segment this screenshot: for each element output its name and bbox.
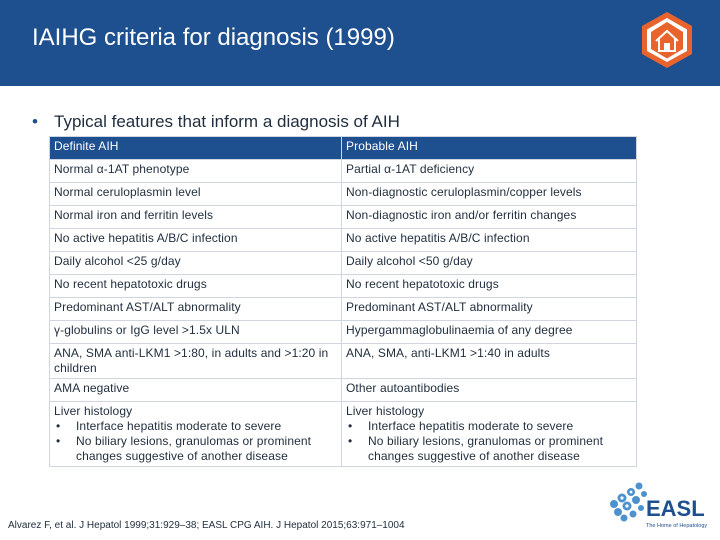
slide-title: IAIHG criteria for diagnosis (1999) bbox=[32, 24, 395, 51]
logo-text: EASL bbox=[646, 496, 705, 521]
list-item: • Interface hepatitis moderate to severe bbox=[368, 419, 632, 434]
histology-list bbox=[346, 419, 632, 464]
criteria-table bbox=[49, 136, 637, 467]
histology-list bbox=[54, 419, 337, 464]
definite-cell: ANA, SMA anti-LKM1 >1:80, in adults and >1:20 in children bbox=[50, 344, 342, 379]
table-row bbox=[50, 379, 637, 402]
easl-logo bbox=[604, 474, 712, 530]
table-row bbox=[50, 298, 637, 321]
probable-cell: No recent hepatotoxic drugs bbox=[342, 275, 637, 298]
probable-histology-cell bbox=[342, 402, 637, 467]
table-row bbox=[50, 206, 637, 229]
probable-cell: Partial α-1AT deficiency bbox=[342, 160, 637, 183]
table-row bbox=[50, 160, 637, 183]
table-row bbox=[50, 344, 637, 379]
definite-cell: Predominant AST/ALT abnormality bbox=[50, 298, 342, 321]
table-header-row bbox=[50, 137, 637, 160]
definite-cell: Normal ceruloplasmin level bbox=[50, 183, 342, 206]
footnote-reference: Alvarez F, et al. J Hepatol 1999;31:929–38; EASL CPG AIH. J Hepatol 2015;63:971–1004 bbox=[8, 520, 405, 531]
definite-histology-cell bbox=[50, 402, 342, 467]
definite-cell: Normal iron and ferritin levels bbox=[50, 206, 342, 229]
histology-heading: Liver histology bbox=[54, 404, 133, 418]
probable-cell: ANA, SMA, anti-LKM1 >1:40 in adults bbox=[342, 344, 637, 379]
table-row bbox=[50, 321, 637, 344]
slide-header bbox=[0, 0, 720, 86]
list-item: • No biliary lesions, granulomas or prominent changes suggestive of another disease bbox=[368, 434, 632, 464]
definite-cell: AMA negative bbox=[50, 379, 342, 402]
definite-cell: No active hepatitis A/B/C infection bbox=[50, 229, 342, 252]
bullet-dot: • bbox=[32, 112, 38, 131]
logo-tagline: The Home of Hepatology bbox=[646, 523, 708, 529]
definite-cell: Daily alcohol <25 g/day bbox=[50, 252, 342, 275]
table-row bbox=[50, 252, 637, 275]
home-icon[interactable] bbox=[637, 10, 697, 70]
probable-cell: Daily alcohol <50 g/day bbox=[342, 252, 637, 275]
header-definite: Definite AIH bbox=[50, 137, 342, 160]
definite-cell: γ-globulins or IgG level >1.5x ULN bbox=[50, 321, 342, 344]
list-item: • Interface hepatitis moderate to severe bbox=[76, 419, 337, 434]
probable-cell: Hypergammaglobulinaemia of any degree bbox=[342, 321, 637, 344]
probable-cell: Predominant AST/ALT abnormality bbox=[342, 298, 637, 321]
bullet-text: Typical features that inform a diagnosis of AIH bbox=[54, 112, 400, 131]
table-row bbox=[50, 183, 637, 206]
list-item: • No biliary lesions, granulomas or prominent changes suggestive of another disease bbox=[76, 434, 337, 464]
probable-cell: Other autoantibodies bbox=[342, 379, 637, 402]
probable-cell: Non-diagnostic iron and/or ferritin changes bbox=[342, 206, 637, 229]
histology-row bbox=[50, 402, 637, 467]
bullet-point bbox=[32, 112, 400, 132]
definite-cell: Normal α-1AT phenotype bbox=[50, 160, 342, 183]
table-row bbox=[50, 275, 637, 298]
header-probable: Probable AIH bbox=[342, 137, 637, 160]
definite-cell: No recent hepatotoxic drugs bbox=[50, 275, 342, 298]
histology-heading: Liver histology bbox=[346, 404, 425, 418]
probable-cell: No active hepatitis A/B/C infection bbox=[342, 229, 637, 252]
probable-cell: Non-diagnostic ceruloplasmin/copper levels bbox=[342, 183, 637, 206]
table-row bbox=[50, 229, 637, 252]
